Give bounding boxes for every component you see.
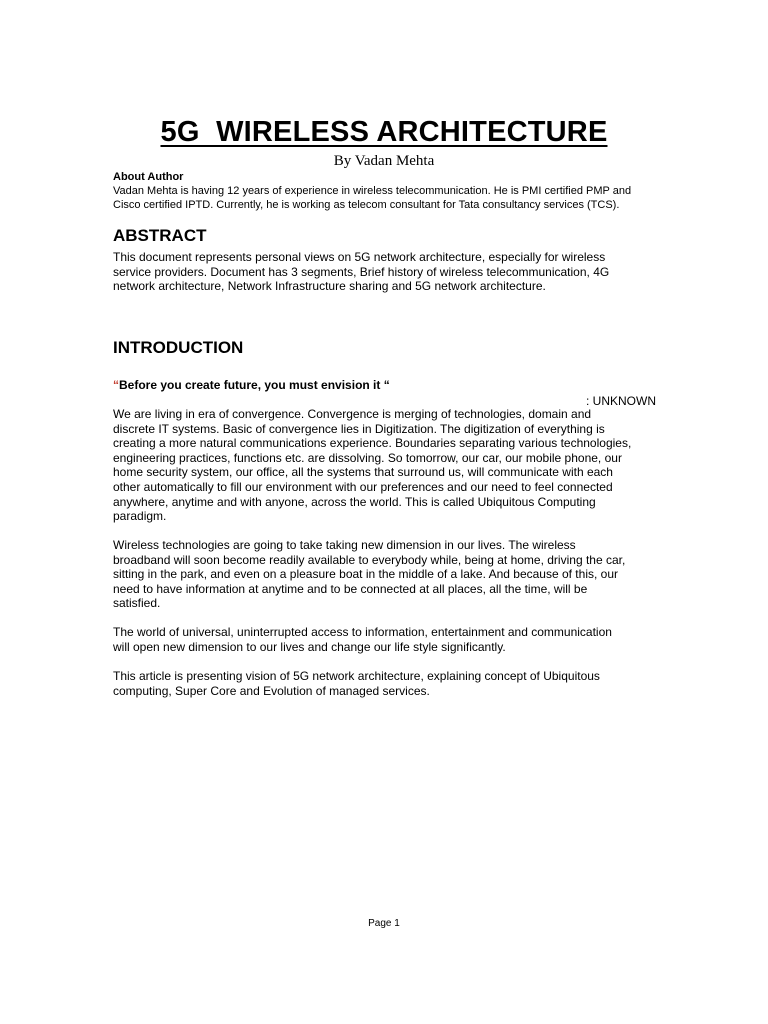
- intro-paragraph-1: [113, 407, 673, 524]
- paragraph-line: This article is presenting vision of 5G network architecture, explaining concept of Ubiquitous: [113, 669, 600, 683]
- paragraph-line: will open new dimension to our lives and change our life style significantly.: [113, 639, 506, 654]
- open-quote-mark: “: [113, 378, 119, 392]
- paragraph-line: computing, Super Core and Evolution of managed services.: [113, 683, 430, 698]
- about-line: Vadan Mehta is having 12 years of experience in wireless telecommunication. He is PMI certified PMP and: [113, 185, 632, 197]
- abstract-line: This document represents personal views on 5G network architecture, especially for wireless: [113, 250, 606, 264]
- paragraph-line: anywhere, anytime and with anyone, across the world. This is called Ubiquitous Computing: [113, 494, 596, 509]
- paragraph-line: satisfied.: [113, 596, 161, 611]
- quote-attribution: : UNKNOWN: [586, 394, 656, 408]
- introduction-heading: INTRODUCTION: [113, 338, 244, 357]
- paragraph-line: The world of universal, uninterrupted access to information, entertainment and communication: [113, 625, 612, 639]
- page-number-footer: Page 1: [368, 918, 400, 929]
- paragraph-line: discrete IT systems. Basic of convergence lies in Digitization. The digitization of everything is: [113, 421, 605, 436]
- abstract-heading: ABSTRACT: [113, 226, 207, 245]
- paragraph-line: engineering practices, functions etc. are dissolving. So tomorrow, our car, our mobile phone, our: [113, 450, 622, 465]
- paragraph-line: other automatically to fill our environment with our preferences and our need to feel connected: [113, 479, 613, 494]
- intro-paragraph-3: [113, 625, 673, 654]
- paragraph-line: Wireless technologies are going to take taking new dimension in our lives. The wireless: [113, 538, 576, 552]
- paragraph-line: broadband will soon become readily available to everybody while, being at home, driving the car,: [113, 552, 626, 567]
- intro-paragraph-4: [113, 669, 673, 698]
- paragraph-line: home security system, our office, all the systems that surround us, will communicate with each: [113, 465, 613, 480]
- abstract-paragraph: [113, 250, 673, 294]
- close-quote-mark: “: [383, 378, 390, 392]
- paragraph-line: sitting in the park, and even on a pleasure boat in the middle of a lake. And because of this, our: [113, 567, 618, 582]
- paragraph-line: paradigm.: [113, 509, 167, 524]
- abstract-line: service providers. Document has 3 segments, Brief history of wireless telecommunication, 4G: [113, 264, 610, 279]
- about-author-text: [113, 184, 673, 212]
- about-line: Cisco certified IPTD. Currently, he is working as telecom consultant for Tata consultancy services (TCS).: [113, 199, 620, 211]
- intro-paragraph-2: [113, 538, 673, 611]
- author-byline: By Vadan Mehta: [333, 153, 435, 169]
- paragraph-line: We are living in era of convergence. Convergence is merging of technologies, domain and: [113, 407, 592, 421]
- about-author-heading: About Author: [113, 171, 184, 183]
- paragraph-line: creating a more natural communications experience. Boundaries separating various technologies,: [113, 436, 632, 451]
- abstract-line: network architecture, Network Infrastructure sharing and 5G network architecture.: [113, 279, 546, 294]
- document-title: 5G WIRELESS ARCHITECTURE: [160, 116, 608, 148]
- epigraph-quote: [113, 378, 390, 392]
- paragraph-line: need to have information at anytime and to be connected at all places, all the time, will be: [113, 581, 588, 596]
- quote-text: Before you create future, you must envision it: [119, 378, 384, 392]
